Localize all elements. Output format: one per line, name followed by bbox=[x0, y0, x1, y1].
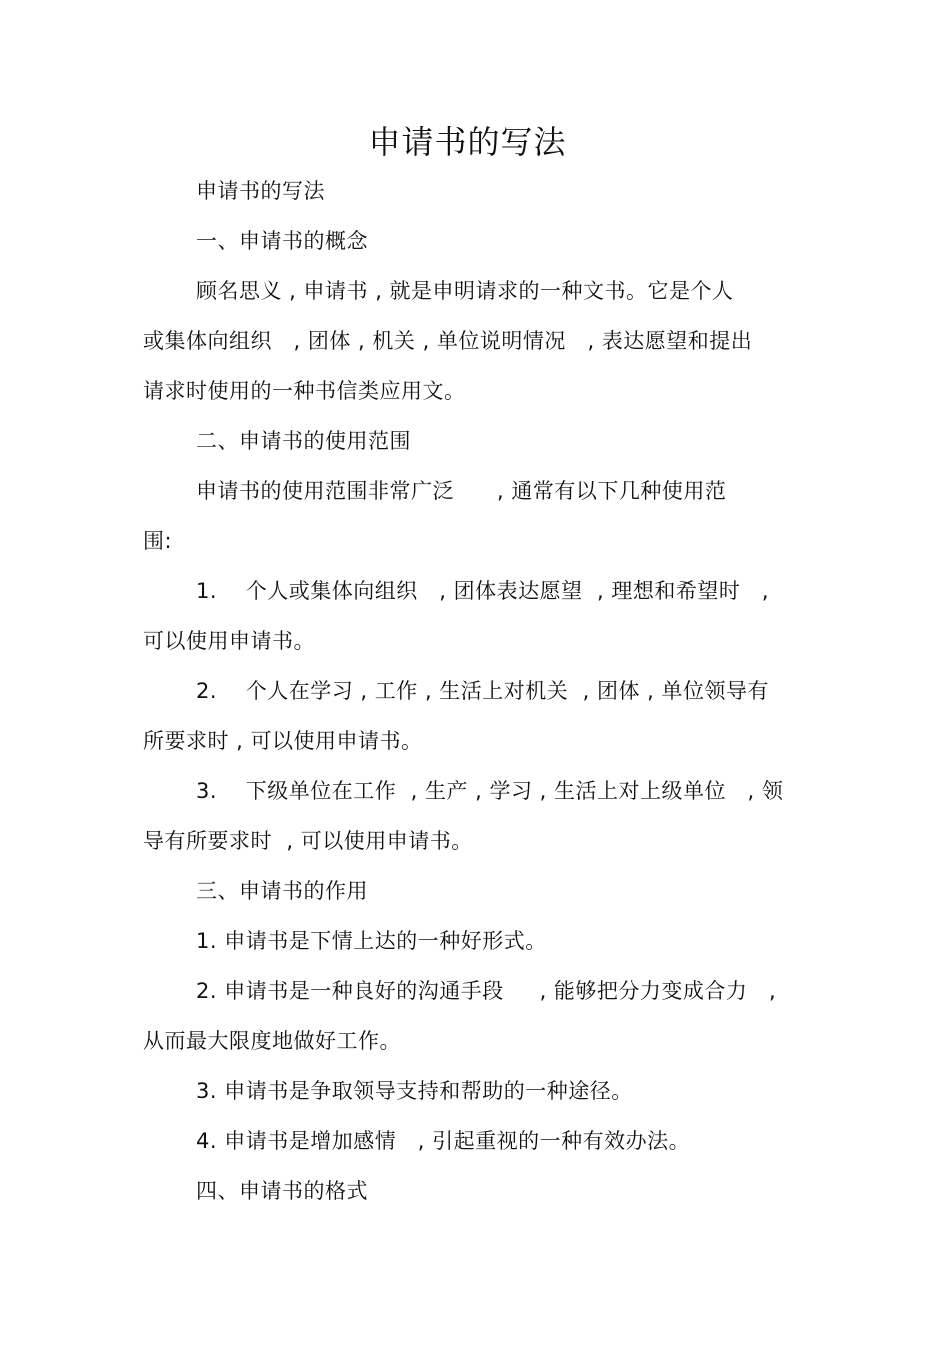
list-item-line: 从而最大限度地做好工作。 bbox=[143, 1029, 401, 1053]
list-item-line: 可以使用申请书。 bbox=[143, 629, 315, 653]
list-item-line: 4. 申请书是增加感情 , 引起重视的一种有效办法。 bbox=[196, 1129, 691, 1153]
paragraph-line: 围: bbox=[143, 529, 173, 553]
list-item-line: 3. 下级单位在工作 , 生产 , 学习 , 生活上对上级单位 , 领 bbox=[196, 779, 784, 803]
list-item-line: 1. 个人或集体向组织 , 团体表达愿望 , 理想和希望时 , bbox=[196, 579, 770, 603]
list-item-line: 1. 申请书是下情上达的一种好形式。 bbox=[196, 929, 547, 953]
list-item-line: 2. 申请书是一种良好的沟通手段 , 能够把分力变成合力 , bbox=[196, 979, 777, 1003]
section-heading-4: 四、申请书的格式 bbox=[196, 1179, 368, 1203]
paragraph-line: 顾名思义 , 申请书 , 就是申明请求的一种文书。它是个人 bbox=[196, 279, 734, 303]
paragraph-line: 申请书的使用范围非常广泛 , 通常有以下几种使用范 bbox=[196, 479, 727, 503]
paragraph-line: 或集体向组织 , 团体 , 机关 , 单位说明情况 , 表达愿望和提出 bbox=[143, 329, 753, 353]
paragraph-line: 请求时使用的一种书信类应用文。 bbox=[143, 379, 466, 403]
section-heading-1: 一、申请书的概念 bbox=[196, 229, 368, 253]
page-title: 申请书的写法 bbox=[368, 123, 567, 161]
subtitle-line: 申请书的写法 bbox=[196, 179, 325, 203]
list-item-line: 3. 申请书是争取领导支持和帮助的一种途径。 bbox=[196, 1079, 633, 1103]
section-heading-3: 三、申请书的作用 bbox=[196, 879, 368, 903]
list-item-line: 2. 个人在学习 , 工作 , 生活上对机关 , 团体 , 单位领导有 bbox=[196, 679, 770, 703]
list-item-line: 所要求时 , 可以使用申请书。 bbox=[143, 729, 423, 753]
list-item-line: 导有所要求时 , 可以使用申请书。 bbox=[143, 829, 473, 853]
section-heading-2: 二、申请书的使用范围 bbox=[196, 429, 411, 453]
